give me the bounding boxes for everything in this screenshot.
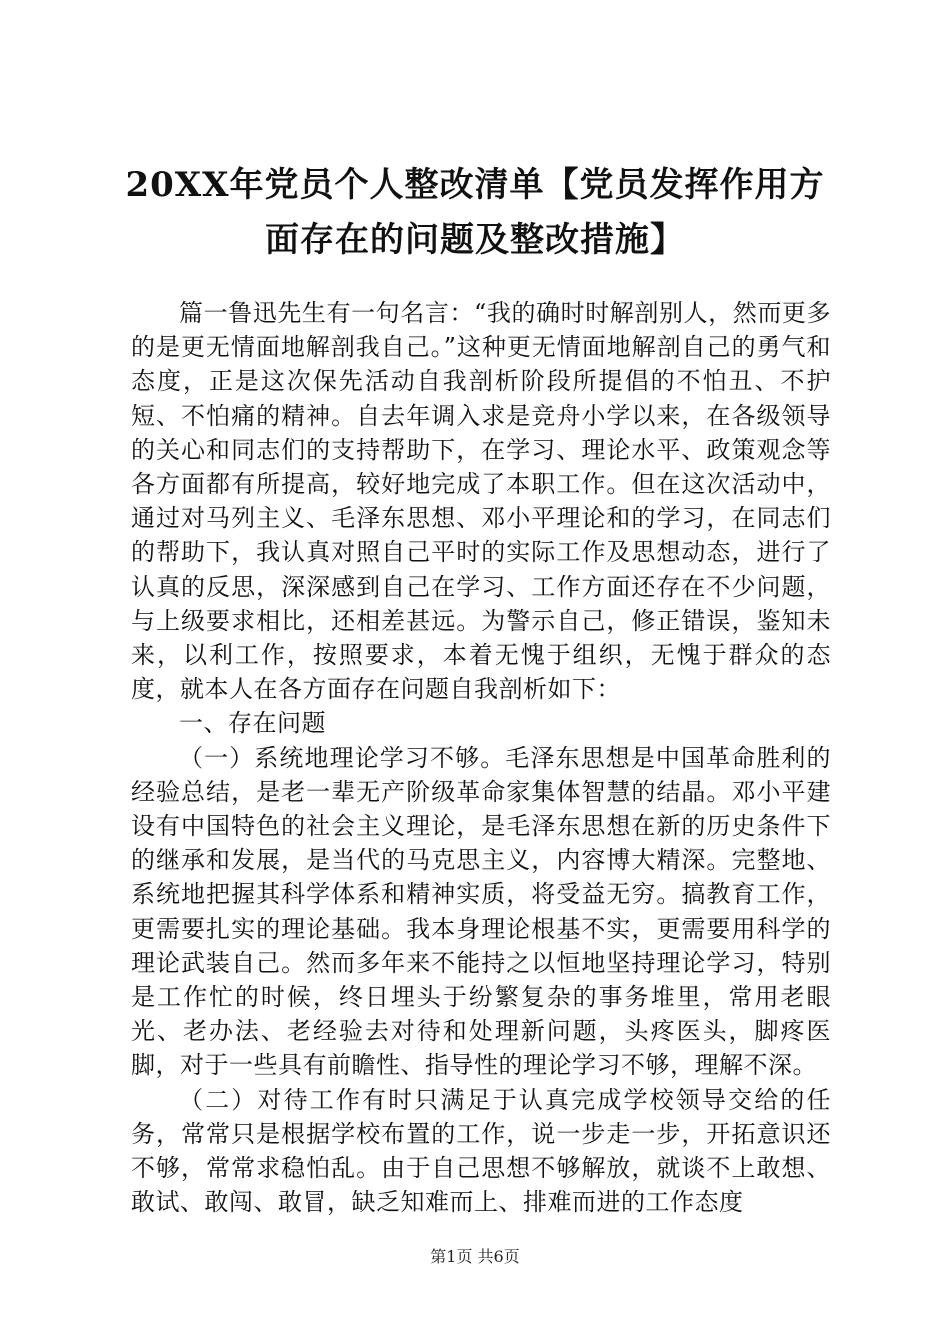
- document-title: 20XX年党员个人整改清单【党员发挥作用方面存在的问题及整改措施】: [125, 165, 825, 260]
- section-heading-problems: 一、存在问题: [179, 709, 326, 738]
- paragraph-problem-1: （一）系统地理论学习不够。毛泽东思想是中国革命胜利的经验总结，是老一辈无产阶级革命家集体智慧的结晶。邓小平建设有中国特色的社会主义理论，是毛泽东思想在新的历史条件下的继承和发展，是当代的马克思主义，内容博大精深。完整地、系统地把握其科学体系和精神实质，将受益无穷。搞教育工作，更需要扎实的理论基础。我本身理论根基不实，更需要用科学的理论武装自己。然而多年来不能持之以恒地坚持理论学习，特别是工作忙的时候，终日埋头于纷繁复杂的事务堆里，常用老眼光、老办法、老经验去对待和处理新问题，头疼医头，脚疼医脚，对于一些具有前瞻性、指导性的理论学习不够，理解不深。: [131, 743, 831, 1080]
- paragraph-intro: 篇一鲁迅先生有一句名言：“我的确时时解剖别人，然而更多的是更无情面地解剖我自己。”这种更无情面地解剖自己的勇气和态度，正是这次保先活动自我剖析阶段所提倡的不怕丑、不护短、不怕痛的精神。自去年调入求是竞舟小学以来，在各级领导的关心和同志们的支持帮助下，在学习、理论水平、政策观念等各方面都有所提高，较好地完成了本职工作。但在这次活动中，通过对马列主义、毛泽东思想、邓小平理论和的学习，在同志们的帮助下，我认真对照自己平时的实际工作及思想动态，进行了认真的反思，深深感到自己在学习、工作方面还存在不少问题，与上级要求相比，还相差甚远。为警示自己，修正错误，鉴知未来，以利工作，按照要求，本着无愧于组织，无愧于群众的态度，就本人在各方面存在问题自我剖析如下：: [131, 299, 831, 704]
- paragraph-problem-2: （二）对待工作有时只满足于认真完成学校领导交给的任务，常常只是根据学校布置的工作，说一步走一步，开拓意识还不够，常常求稳怕乱。由于自己思想不够解放，就谈不上敢想、敢试、敢闯、敢冒，缺乏知难而上、排难而进的工作态度: [131, 1085, 831, 1217]
- document-body: [131, 296, 831, 1219]
- page-footer: 第1页 共6页: [430, 1247, 520, 1266]
